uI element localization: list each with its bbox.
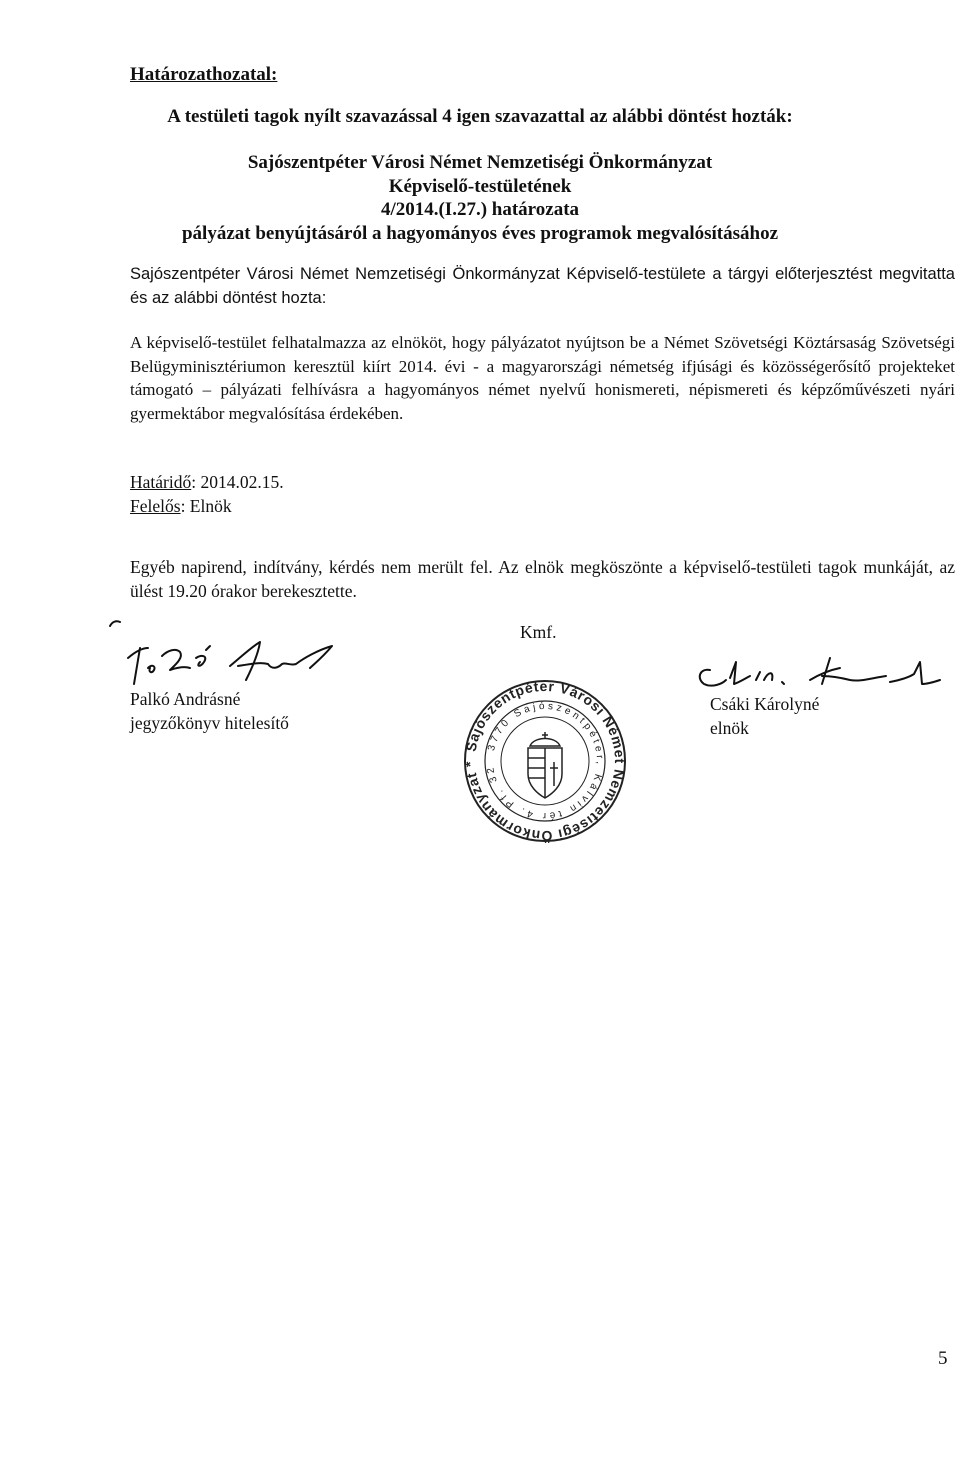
- signatory-left-role: jegyzőkönyv hitelesítő: [130, 713, 289, 733]
- svg-text:3770 Sajószentpéter, Kálvin té: 3770 Sajószentpéter, Kálvin tér 4. Pf. 32: [485, 700, 606, 822]
- signatory-left: [130, 687, 289, 735]
- svg-text:Sajószentpéter Városi Német Ne: Sajószentpéter Városi Német Nemzetiségi Önkormányzat *: [461, 677, 629, 845]
- closing-paragraph: Egyéb napirend, indítvány, kérdés nem merült fel. Az elnök megköszönte a képviselő-testületi tagok munkáját, az ülést 19.20 órakor berekesztette.: [130, 557, 955, 601]
- signatory-right: [710, 692, 819, 740]
- signatory-left-name: Palkó Andrásné: [130, 689, 241, 709]
- title-line-2: Képviselő-testületének: [388, 175, 572, 197]
- section-heading: Határozathozatal:: [130, 64, 278, 85]
- signature-left: [100, 618, 380, 698]
- coat-of-arms-icon: [528, 732, 562, 798]
- signatory-right-name: Csáki Károlyné: [710, 694, 820, 714]
- intro-text: A testületi tagok nyílt szavazással 4 igen szavazattal az alábbi döntést hozták:: [167, 106, 793, 127]
- kmf-label: Kmf.: [520, 622, 557, 642]
- signatory-right-role: elnök: [710, 718, 749, 738]
- title-line-1: Sajószentpéter Városi Német Nemzetiségi Önkormányzat: [247, 152, 713, 173]
- deadline-label: Határidő: [130, 472, 192, 492]
- responsible-label: Felelős: [130, 496, 181, 516]
- title-line-3: 4/2014.(I.27.) határozata: [380, 199, 580, 220]
- deadline-value: : 2014.02.15.: [191, 472, 284, 492]
- preamble-paragraph: Sajószentpéter Városi Német Nemzetiségi Önkormányzat Képviselő-testülete a tárgyi előterjesztést megvitatta és az alábbi döntést hozta:: [130, 265, 955, 307]
- deadline-line: [130, 471, 284, 495]
- official-stamp: [460, 676, 630, 846]
- resolution-text: A képviselő-testület felhatalmazza az elnököt, hogy pályázatot nyújtson be a Német Szövetségi Köztársaság Szövetségi Belügyminisztériumon keresztül kiírt 2014. évi - a magyarországi németség ifjúsági és közösségerősítő projekteket támogató – pályázati felhívásra a hagyományos német nyelvű honismereti, népismereti és képzőművészeti nyári gyermektábor megvalósítása érdekében.: [130, 333, 955, 423]
- responsible-value: : Elnök: [180, 496, 232, 516]
- responsible-line: [130, 495, 232, 519]
- title-line-4: pályázat benyújtásáról a hagyományos éves programok megvalósításához: [181, 222, 779, 244]
- resolution-title: [130, 151, 830, 245]
- page-number: 5: [938, 1348, 948, 1369]
